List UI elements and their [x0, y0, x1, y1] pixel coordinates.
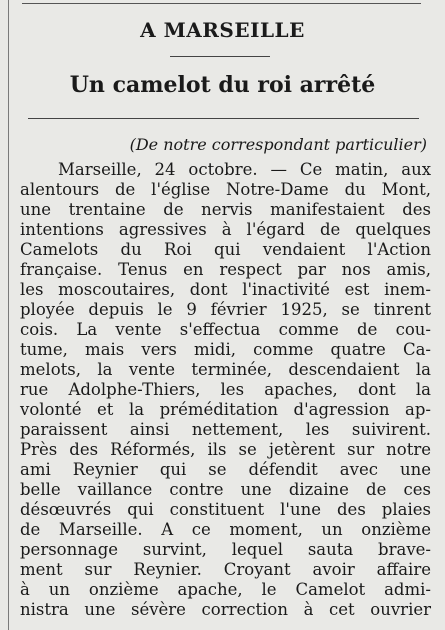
- body-line: melots, la vente terminée, descendaient la: [20, 360, 431, 379]
- headline: Un camelot du roi arrêté: [69, 72, 376, 98]
- body-line: alentours de l'église Notre-Dame du Mont,: [20, 180, 431, 199]
- body-line: désœuvrés qui constituent l'une des plaies: [20, 500, 431, 519]
- body-line: cois. La vente s'effectua comme de cou-: [20, 320, 431, 339]
- body-line: française. Tenus en respect par nos amis,: [20, 260, 431, 279]
- body-line: ment sur Reynier. Croyant avoir affaire: [20, 560, 431, 579]
- body-line: paraissent ainsi nettement, les suivirent.: [20, 420, 431, 439]
- body-line: volonté et la préméditation d'agression ap-: [20, 400, 431, 419]
- section-rule: [170, 56, 270, 57]
- body-line: Près des Réformés, ils se jetèrent sur notre: [20, 440, 431, 459]
- body-line: intentions agressives à l'égard de quelques: [20, 220, 431, 239]
- body-line: à un onzième apache, le Camelot admi-: [20, 580, 431, 599]
- body-line: Camelots du Roi qui vendaient l'Action: [20, 240, 431, 259]
- body-line: une trentaine de nervis manifestaient des: [20, 200, 431, 219]
- body-line: nistra une sévère correction à cet ouvrier: [20, 600, 431, 619]
- body-line: belle vaillance contre une dizaine de ces: [20, 480, 431, 499]
- body-line: de Marseille. A ce moment, un onzième: [20, 520, 431, 539]
- body-line: les moscoutaires, dont l'inactivité est inem-: [20, 280, 431, 299]
- section-title: A MARSEILLE: [140, 18, 305, 42]
- body-line: ployée depuis le 9 février 1925, se tinrent: [20, 300, 431, 319]
- byline: (De notre correspondant particulier): [129, 135, 427, 154]
- body-line: ami Reynier qui se défendit avec une: [20, 460, 431, 479]
- headline-rule: [28, 118, 419, 119]
- body-line: rue Adolphe-Thiers, les apaches, dont la: [20, 380, 431, 399]
- body-line: Marseille, 24 octobre. — Ce matin, aux: [58, 160, 431, 179]
- body-line: tume, mais vers midi, comme quatre Ca-: [20, 340, 431, 359]
- top-rule: [22, 3, 421, 4]
- body-line: personnage survint, lequel sauta brave-: [20, 540, 431, 559]
